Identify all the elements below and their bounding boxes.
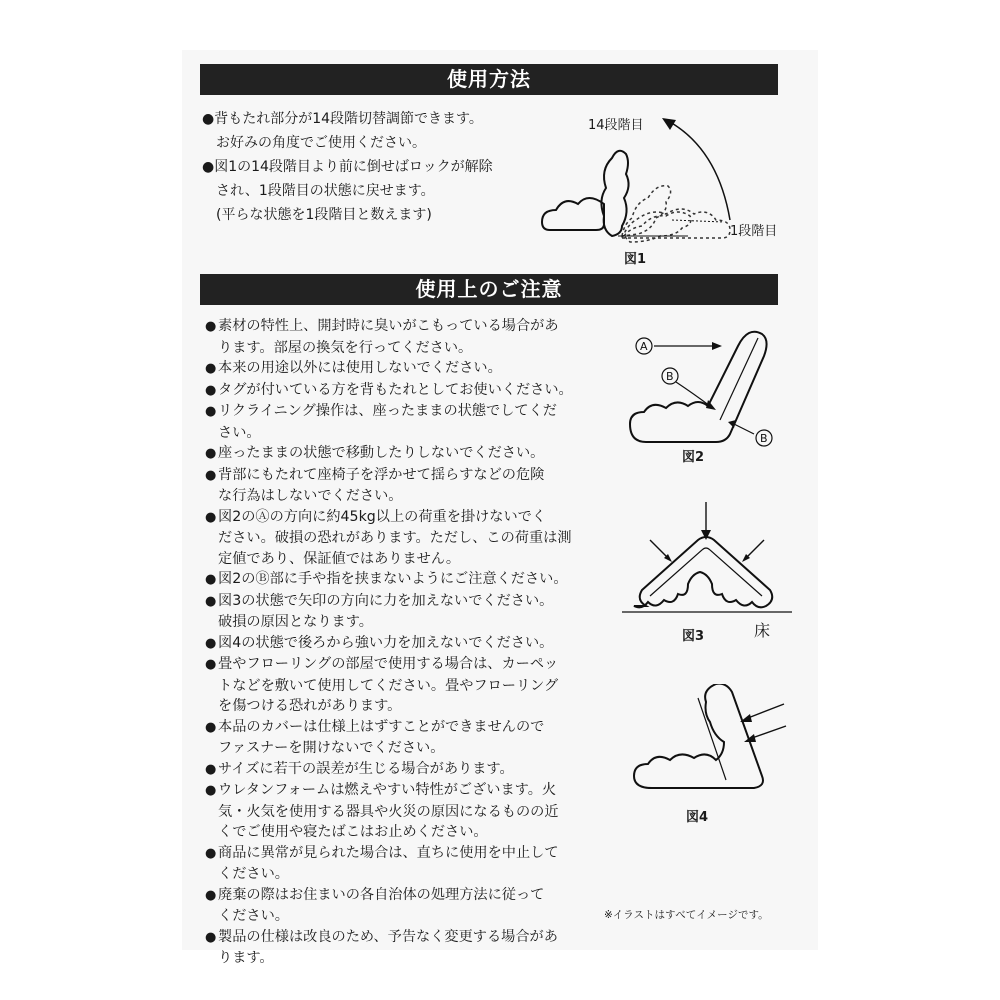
caution-line: ります。 bbox=[218, 950, 274, 966]
caution-line: ● 図3の状態で矢印の方向に力を加えないでください。 bbox=[205, 591, 625, 613]
caution-line: ● 背部にもたれて座椅子を浮かせて揺らすなどの危険 bbox=[205, 465, 625, 487]
caution-line: ● 製品の仕様は改良のため、予告なく変更する場合があ bbox=[205, 927, 625, 949]
caution-line: 気・火気を使用する器具や火災の原因になるものの近 bbox=[218, 803, 559, 820]
caution-line: な行為はしないでください。 bbox=[218, 488, 403, 504]
caution-line: ● 廃棄の際はお住まいの各自治体の処理方法に従って bbox=[205, 885, 625, 907]
figure-3-folded-diagram bbox=[616, 496, 796, 626]
caution-line: ります。部屋の換気を行ってください。 bbox=[218, 339, 473, 356]
figure-1-bottom-label: 1段階目 bbox=[730, 224, 778, 239]
caution-line: ● サイズに若干の誤差が生じる場合があります。 bbox=[205, 759, 625, 781]
usage-line: (平らな状態を1段階目と数えます) bbox=[202, 207, 432, 223]
caution-line: ● 図4の状態で後ろから強い力を加えないでください。 bbox=[205, 633, 625, 655]
caution-line: ● リクライニング操作は、座ったままの状態でしてくだ bbox=[205, 401, 625, 423]
figure-2-mark-b-bottom: B bbox=[760, 432, 768, 445]
figure-2-load-diagram bbox=[624, 324, 784, 454]
usage-line: され、1段階目の状態に戻せます。 bbox=[202, 183, 435, 199]
usage-instructions bbox=[202, 107, 562, 227]
caution-line: を傷つける恐れがあります。 bbox=[218, 698, 402, 714]
figure-1-recline-diagram bbox=[538, 110, 808, 270]
figure-4-back-force-diagram bbox=[624, 684, 794, 804]
figure-2-label: 図2 bbox=[682, 450, 705, 465]
caution-line: ださい。破損の恐れがあります。ただし、この荷重は測 bbox=[218, 530, 572, 546]
caution-line: ファスナーを開けないでください。 bbox=[218, 740, 445, 756]
caution-line: ください。 bbox=[218, 866, 289, 882]
caution-line: さい。 bbox=[218, 424, 261, 441]
caution-line: トなどを敷いて使用してください。畳やフローリング bbox=[218, 677, 559, 694]
usage-line: お好みの角度でご使用ください。 bbox=[202, 135, 426, 151]
caution-line: 定値であり、保証値ではありません。 bbox=[218, 550, 461, 567]
caution-line: ● タグが付いている方を背もたれとしてお使いください。 bbox=[205, 380, 625, 402]
caution-line: ● 畳やフローリングの部屋で使用する場合は、カーペッ bbox=[205, 654, 625, 676]
caution-line: くでご使用や寝たばこはお止めください。 bbox=[218, 824, 488, 840]
usage-section-title: 使用方法 bbox=[200, 64, 778, 95]
caution-line: ● 本来の用途以外には使用しないでください。 bbox=[205, 358, 625, 380]
caution-line: ください。 bbox=[218, 908, 289, 924]
figure-1-label: 図1 bbox=[624, 252, 647, 267]
caution-line: ● 座ったままの状態で移動したりしないでください。 bbox=[205, 443, 625, 465]
figure-2-mark-b-top: B bbox=[666, 370, 674, 383]
caution-line: 破損の原因となります。 bbox=[218, 614, 373, 630]
caution-list bbox=[205, 316, 625, 969]
caution-line: ● 本品のカバーは仕様上はずすことができませんので bbox=[205, 717, 625, 739]
figure-2-mark-a: A bbox=[640, 340, 648, 353]
caution-line: ● ウレタンフォームは燃えやすい特性がございます。火 bbox=[205, 780, 625, 802]
usage-line: ●図1の14段階目より前に倒せばロックが解除 bbox=[202, 159, 493, 175]
caution-line: ● 図2のⒶの方向に約45kg以上の荷重を掛けないでく bbox=[205, 507, 625, 529]
usage-line: ●背もたれ部分が14段階切替調節できます。 bbox=[202, 111, 483, 127]
figure-3-label: 図3 bbox=[682, 629, 705, 644]
figure-4-label: 図4 bbox=[686, 810, 709, 825]
caution-section-title: 使用上のご注意 bbox=[200, 274, 778, 305]
figure-1-top-label: 14段階目 bbox=[588, 118, 644, 133]
figure-3-floor-label: 床 bbox=[754, 621, 771, 640]
caution-line: ● 素材の特性上、開封時に臭いがこもっている場合があ bbox=[205, 316, 625, 338]
illustration-note: ※イラストはすべてイメージです。 bbox=[604, 909, 769, 921]
caution-line: ● 図2のⒷ部に手や指を挟まないようにご注意ください。 bbox=[205, 569, 625, 591]
caution-line: ● 商品に異常が見られた場合は、直ちに使用を中止して bbox=[205, 843, 625, 865]
